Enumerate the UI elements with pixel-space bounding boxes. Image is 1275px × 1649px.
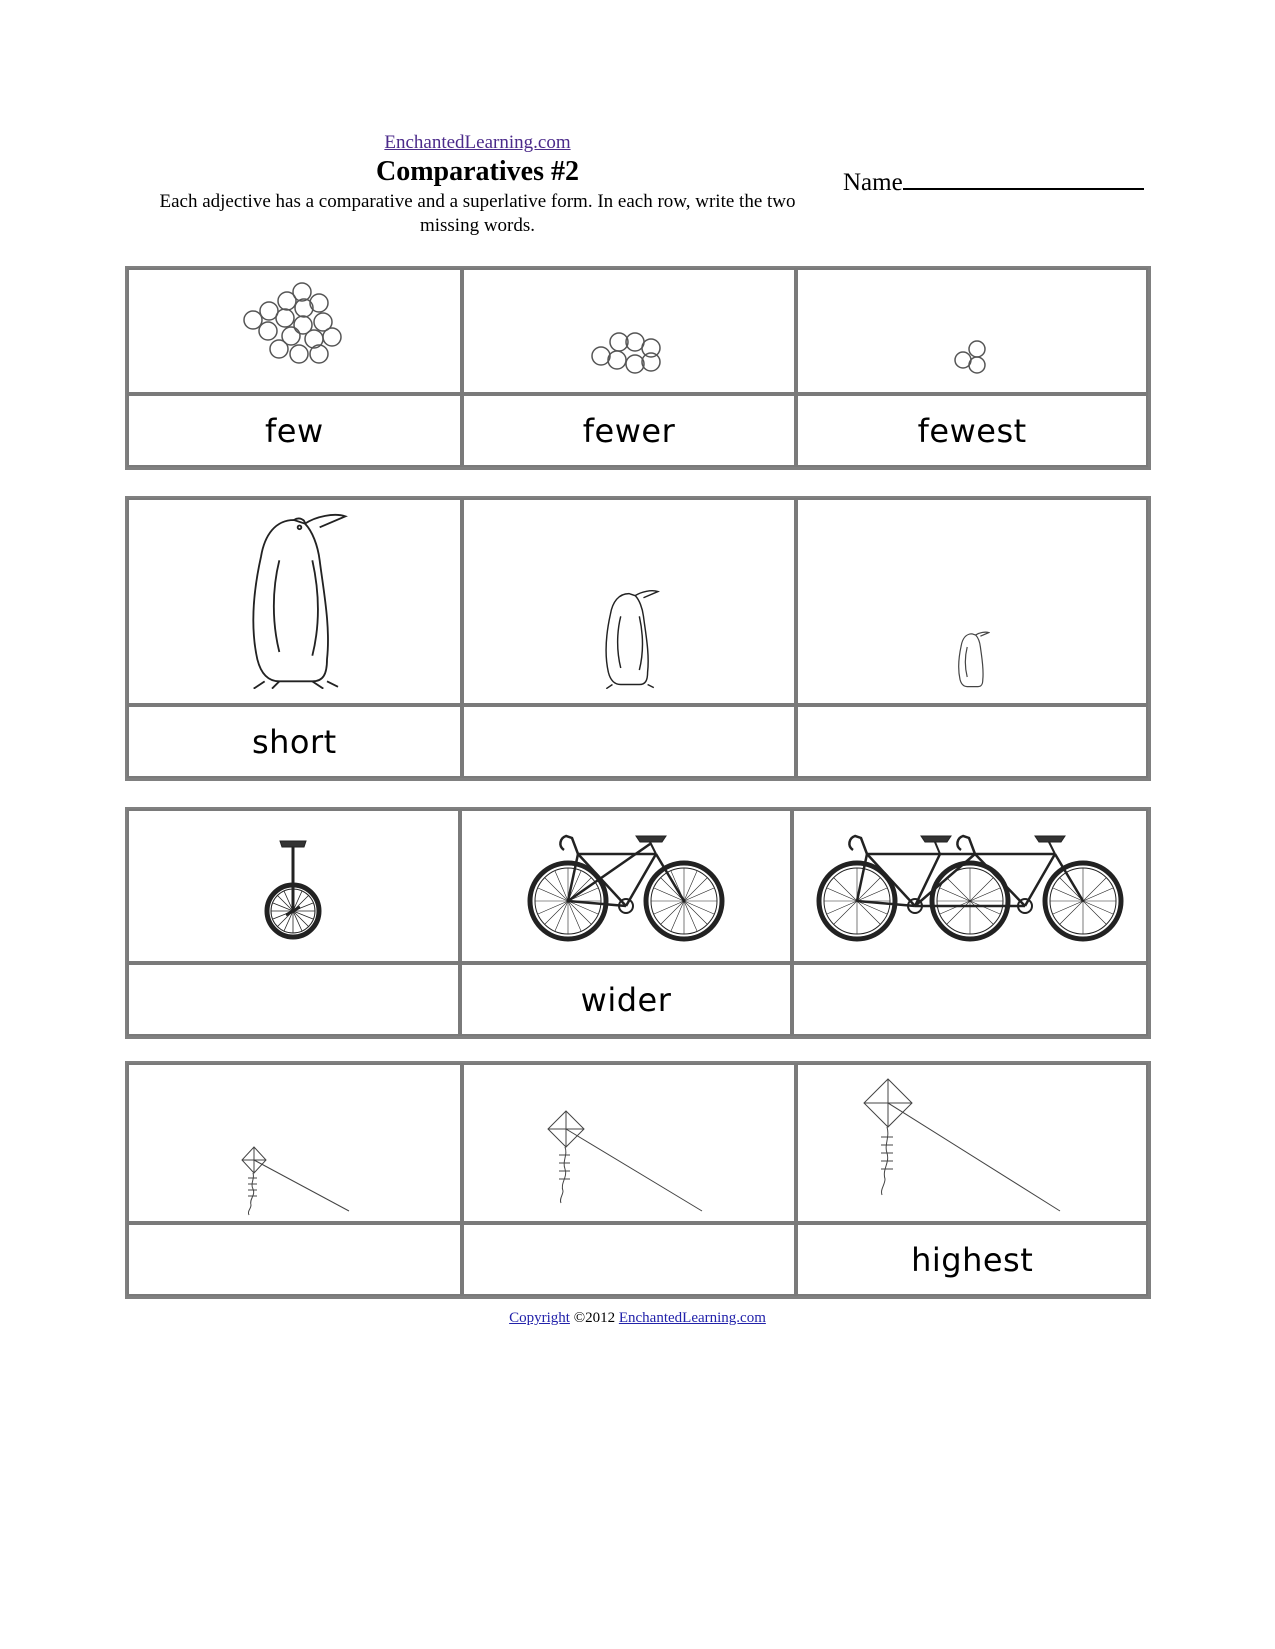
picture-higher-kite	[462, 1063, 797, 1223]
instructions: Each adjective has a comparative and a superlative form. In each row, write the two missing words.	[159, 191, 796, 236]
picture-fewer-circles	[462, 268, 797, 394]
picture-medium-penguin	[462, 498, 797, 705]
answer-cell-comparative[interactable]	[462, 394, 797, 467]
fewest-circles-icon	[952, 338, 992, 378]
penguin-icon	[598, 585, 660, 689]
name-field[interactable]	[843, 166, 1144, 197]
name-label: Name	[843, 169, 903, 196]
page-title: Comparatives #2	[376, 156, 579, 187]
answer-cell-superlative[interactable]	[796, 394, 1148, 467]
answer-cell-comparative[interactable]	[462, 1223, 797, 1296]
many-circles-icon	[239, 281, 349, 381]
answer-cell-positive[interactable]	[127, 394, 462, 467]
word-comparative: wider	[580, 980, 672, 1019]
tandem-middle-wheel	[932, 863, 1008, 939]
row-wide	[125, 807, 1151, 1039]
penguin-icon	[239, 505, 349, 689]
answer-cell-superlative[interactable]	[792, 963, 1148, 1036]
footer	[0, 1310, 1275, 1327]
copyright-year: ©2012	[573, 1310, 616, 1326]
word-positive: short	[251, 722, 337, 761]
row-few	[125, 266, 1151, 470]
picture-highest-kite	[796, 1063, 1148, 1223]
word-superlative: highest	[911, 1240, 1034, 1279]
unicycle-icon	[258, 831, 328, 941]
row-high	[125, 1061, 1151, 1299]
picture-tandem-bicycle	[792, 809, 1148, 963]
footer-site-link[interactable]: EnchantedLearning.com	[618, 1310, 766, 1326]
row-short	[125, 496, 1151, 781]
name-blank-line[interactable]	[903, 166, 1144, 190]
tandem-bicycle-icon	[815, 826, 1125, 946]
picture-large-penguin	[127, 498, 462, 705]
answer-cell-superlative[interactable]	[796, 1223, 1148, 1296]
answer-cell-positive[interactable]	[127, 963, 460, 1036]
picture-fewest-circles	[796, 268, 1148, 394]
picture-unicycle	[127, 809, 460, 963]
kite-icon	[129, 1065, 462, 1221]
kite-icon	[798, 1065, 1148, 1221]
picture-small-penguin	[796, 498, 1148, 705]
word-comparative: fewer	[582, 411, 676, 450]
bicycle-icon	[526, 826, 726, 946]
answer-cell-positive[interactable]	[127, 705, 462, 778]
copyright-link[interactable]: Copyright	[509, 1310, 570, 1326]
fewer-circles-icon	[589, 330, 669, 380]
answer-cell-comparative[interactable]	[460, 963, 793, 1036]
kite-icon	[464, 1065, 797, 1221]
picture-many-circles	[127, 268, 462, 394]
word-positive: few	[265, 411, 324, 450]
answer-cell-positive[interactable]	[127, 1223, 462, 1296]
picture-low-kite	[127, 1063, 462, 1223]
penguin-icon	[954, 629, 990, 689]
picture-bicycle	[460, 809, 793, 963]
word-superlative: fewest	[917, 411, 1027, 450]
worksheet-header	[130, 132, 825, 238]
site-link[interactable]: EnchantedLearning.com	[384, 132, 571, 153]
answer-cell-superlative[interactable]	[796, 705, 1148, 778]
answer-cell-comparative[interactable]	[462, 705, 797, 778]
